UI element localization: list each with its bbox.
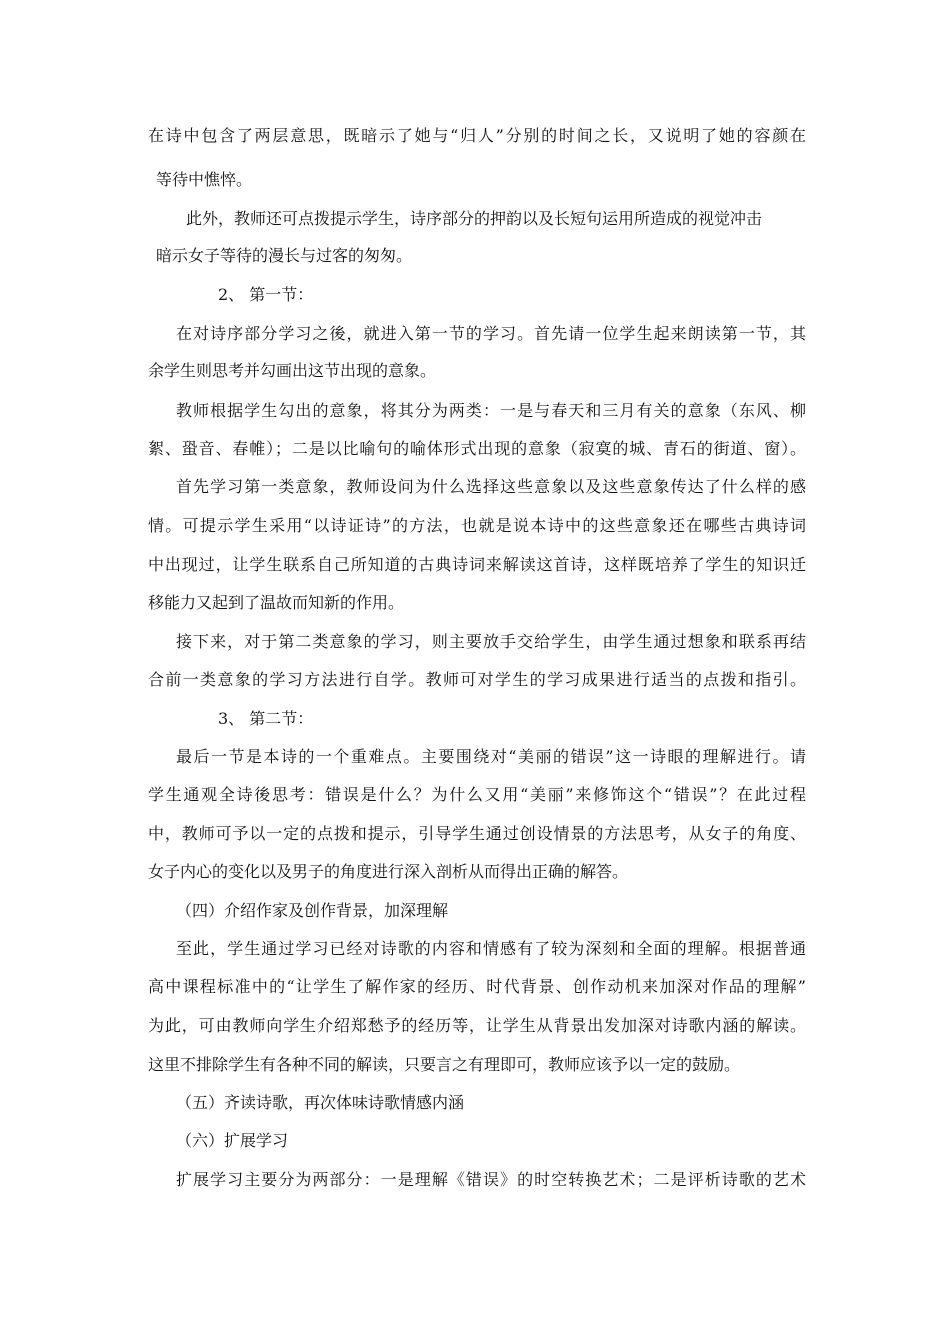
text-line: 中，教师可予以一定的点拨和提示，引导学生通过创设情景的方法思考，从女子的角度、 bbox=[148, 824, 806, 843]
text-line: 此外，教师还可点拨提示学生，诗序部分的押韵以及长短句运用所造成的视觉冲击 bbox=[186, 209, 763, 228]
text-line: 余学生则思考并勾画出这节出现的意象。 bbox=[148, 361, 437, 380]
text-line: 最后一节是本诗的一个重难点。主要围绕对“美丽的错误”这一诗眼的理解进行。请 bbox=[176, 747, 806, 766]
text-line: 合前一类意象的学习方法进行自学。教师可对学生的学习成果进行适当的点拨和指引。 bbox=[148, 670, 806, 689]
text-line: 高中课程标准中的“让学生了解作家的经历、时代背景、创作动机来加深对作品的理解” bbox=[148, 977, 806, 996]
text-line: 中出现过，让学生联系自己所知道的古典诗词来解读这首诗，这样既培养了学生的知识迁 bbox=[148, 555, 806, 574]
text-line: 接下来，对于第二类意象的学习，则主要放手交给学生，由学生通过想象和联系再结 bbox=[176, 632, 806, 651]
text-line: 情。可提示学生采用“以诗证诗”的方法，也就是说本诗中的这些意象还在哪些古典诗词 bbox=[148, 516, 806, 535]
section-heading: 3、 第二节： bbox=[218, 709, 314, 728]
text-line: 学生通观全诗後思考：错误是什么？为什么又用“美丽”来修饰这个“错误”？在此过程 bbox=[148, 785, 806, 804]
section-heading: （五）齐读诗歌，再次体味诗歌情感内涵 bbox=[176, 1093, 465, 1112]
text-line: 教师根据学生勾出的意象，将其分为两类：一是与春天和三月有关的意象（东风、柳 bbox=[176, 401, 806, 420]
text-line: 首先学习第一类意象，教师设问为什么选择这些意象以及这些意象传达了什么样的感 bbox=[176, 477, 806, 496]
text-line: 这里不排除学生有各种不同的解读，只要言之有理即可，教师应该予以一定的鼓励。 bbox=[148, 1055, 741, 1074]
section-heading: （六）扩展学习 bbox=[176, 1131, 289, 1150]
text-line: 在诗中包含了两层意思，既暗示了她与“归人”分别的时间之长，又说明了她的容颜在 bbox=[148, 126, 806, 145]
text-line: 在对诗序部分学习之後，就进入第一节的学习。首先请一位学生起来朗读第一节，其 bbox=[176, 324, 806, 343]
text-line: 等待中憔悴。 bbox=[156, 170, 253, 189]
text-line: 女子内心的变化以及男子的角度进行深入剖析从而得出正确的解答。 bbox=[148, 862, 629, 881]
text-line: 至此，学生通过学习已经对诗歌的内容和情感有了较为深刻和全面的理解。根据普通 bbox=[176, 939, 806, 958]
section-heading: 2、 第一节： bbox=[218, 285, 314, 304]
text-line: 移能力又起到了温故而知新的作用。 bbox=[148, 593, 405, 612]
text-line: 为此，可由教师向学生介绍郑愁予的经历等，让学生从背景出发加深对诗歌内涵的解读。 bbox=[148, 1016, 806, 1035]
text-line: 扩展学习主要分为两部分：一是理解《错误》的时空转换艺术；二是评析诗歌的艺术 bbox=[176, 1170, 806, 1189]
section-heading: （四）介绍作家及创作背景，加深理解 bbox=[176, 901, 449, 920]
text-line: 暗示女子等待的漫长与过客的匆匆。 bbox=[156, 246, 413, 265]
text-line: 絮、蛩音、春帷）；二是以比喻句的喻体形式出现的意象（寂寞的城、青石的街道、窗）。 bbox=[148, 439, 806, 458]
